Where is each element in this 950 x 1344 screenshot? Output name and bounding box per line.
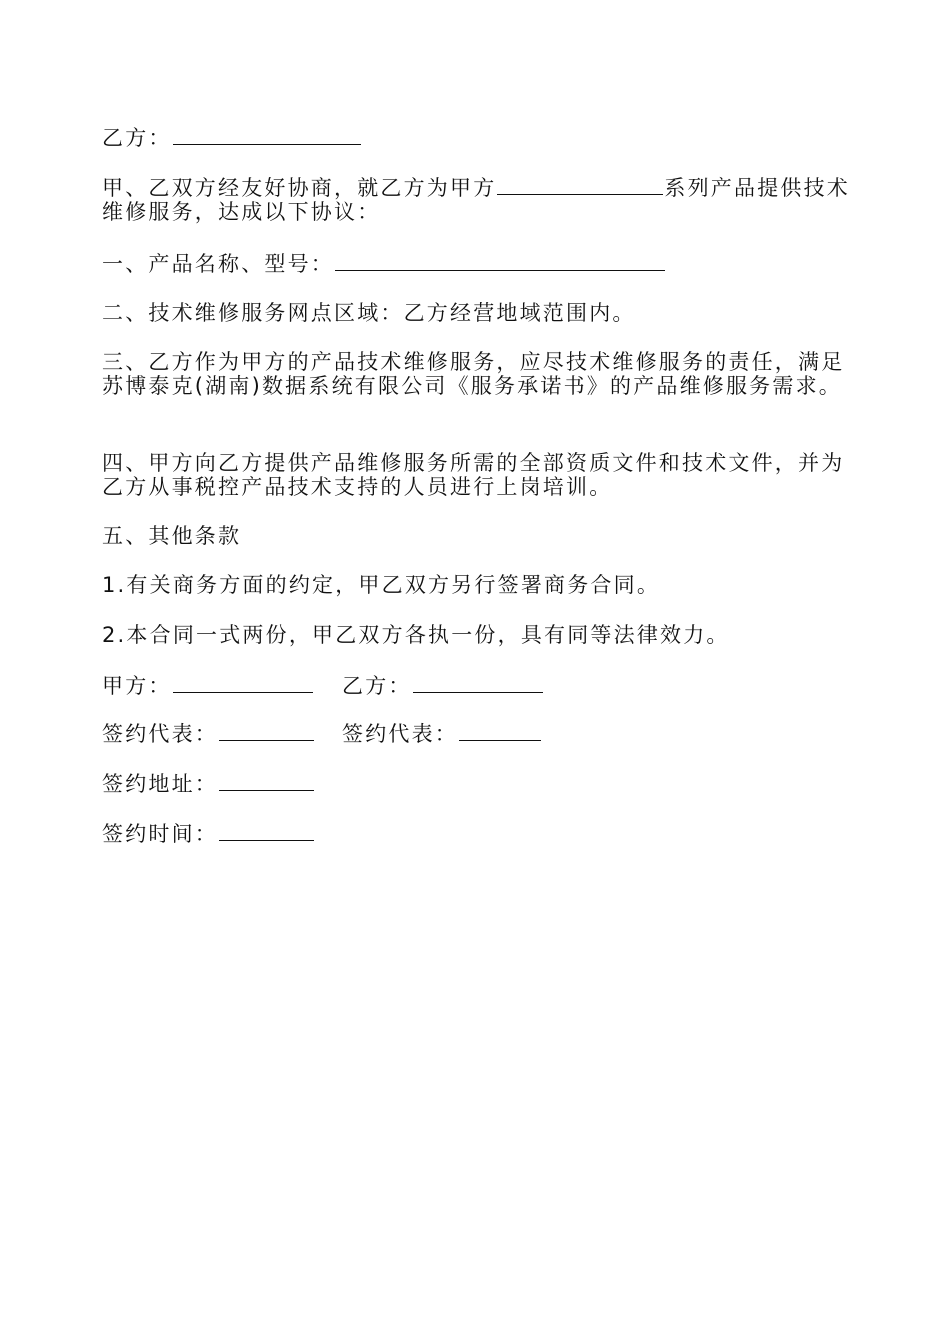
clause-2: 二、技术维修服务网点区域：乙方经营地域范围内。	[102, 301, 636, 325]
clause-4: 四、甲方向乙方提供产品维修服务所需的全部资质文件和技术文件，并为乙方从事税控产品技术支持的人员进行上岗培训。	[102, 451, 845, 499]
clause-5-1: 1.有关商务方面的约定，甲乙双方另行签署商务合同。	[102, 573, 661, 597]
rep-a-blank	[219, 722, 314, 741]
party-b-cell	[342, 674, 544, 698]
party-b-header-label: 乙方：	[102, 126, 172, 150]
party-a-label: 甲方：	[102, 674, 172, 698]
rep-a-cell	[102, 722, 342, 746]
signature-address-row	[102, 772, 315, 796]
party-b-header-blank	[173, 126, 361, 145]
signature-party-row	[102, 674, 544, 698]
clause-1	[102, 252, 852, 276]
clause-5: 五、其他条款	[102, 524, 242, 548]
party-a-cell	[102, 674, 342, 698]
address-label: 签约地址：	[102, 772, 218, 796]
time-label: 签约时间：	[102, 822, 218, 846]
rep-b-blank	[459, 722, 541, 741]
intro-part1: 甲、乙双方经友好协商，就乙方为甲方	[102, 176, 497, 200]
signature-rep-row	[102, 722, 542, 746]
clause-3: 三、乙方作为甲方的产品技术维修服务，应尽技术维修服务的责任，满足苏博泰克(湖南)数据系统有限公司《服务承诺书》的产品维修服务需求。	[102, 350, 845, 398]
clause-5-2: 2.本合同一式两份，甲乙双方各执一份，具有同等法律效力。	[102, 623, 730, 647]
party-b-header	[102, 126, 852, 150]
signature-time-row	[102, 822, 315, 846]
rep-b-label: 签约代表：	[342, 722, 458, 746]
product-series-blank	[497, 176, 663, 195]
clause-1-text: 一、产品名称、型号：	[102, 252, 334, 276]
party-b-blank	[413, 674, 543, 693]
rep-b-cell	[342, 722, 542, 746]
time-blank	[219, 822, 314, 841]
intro-paragraph	[102, 176, 852, 224]
product-model-blank	[335, 252, 665, 271]
party-a-blank	[173, 674, 313, 693]
party-b-label: 乙方：	[342, 674, 412, 698]
intro-part2: 系列产品提供技术维修服务，达成以下协议：	[102, 176, 851, 224]
address-blank	[219, 772, 314, 791]
rep-a-label: 签约代表：	[102, 722, 218, 746]
